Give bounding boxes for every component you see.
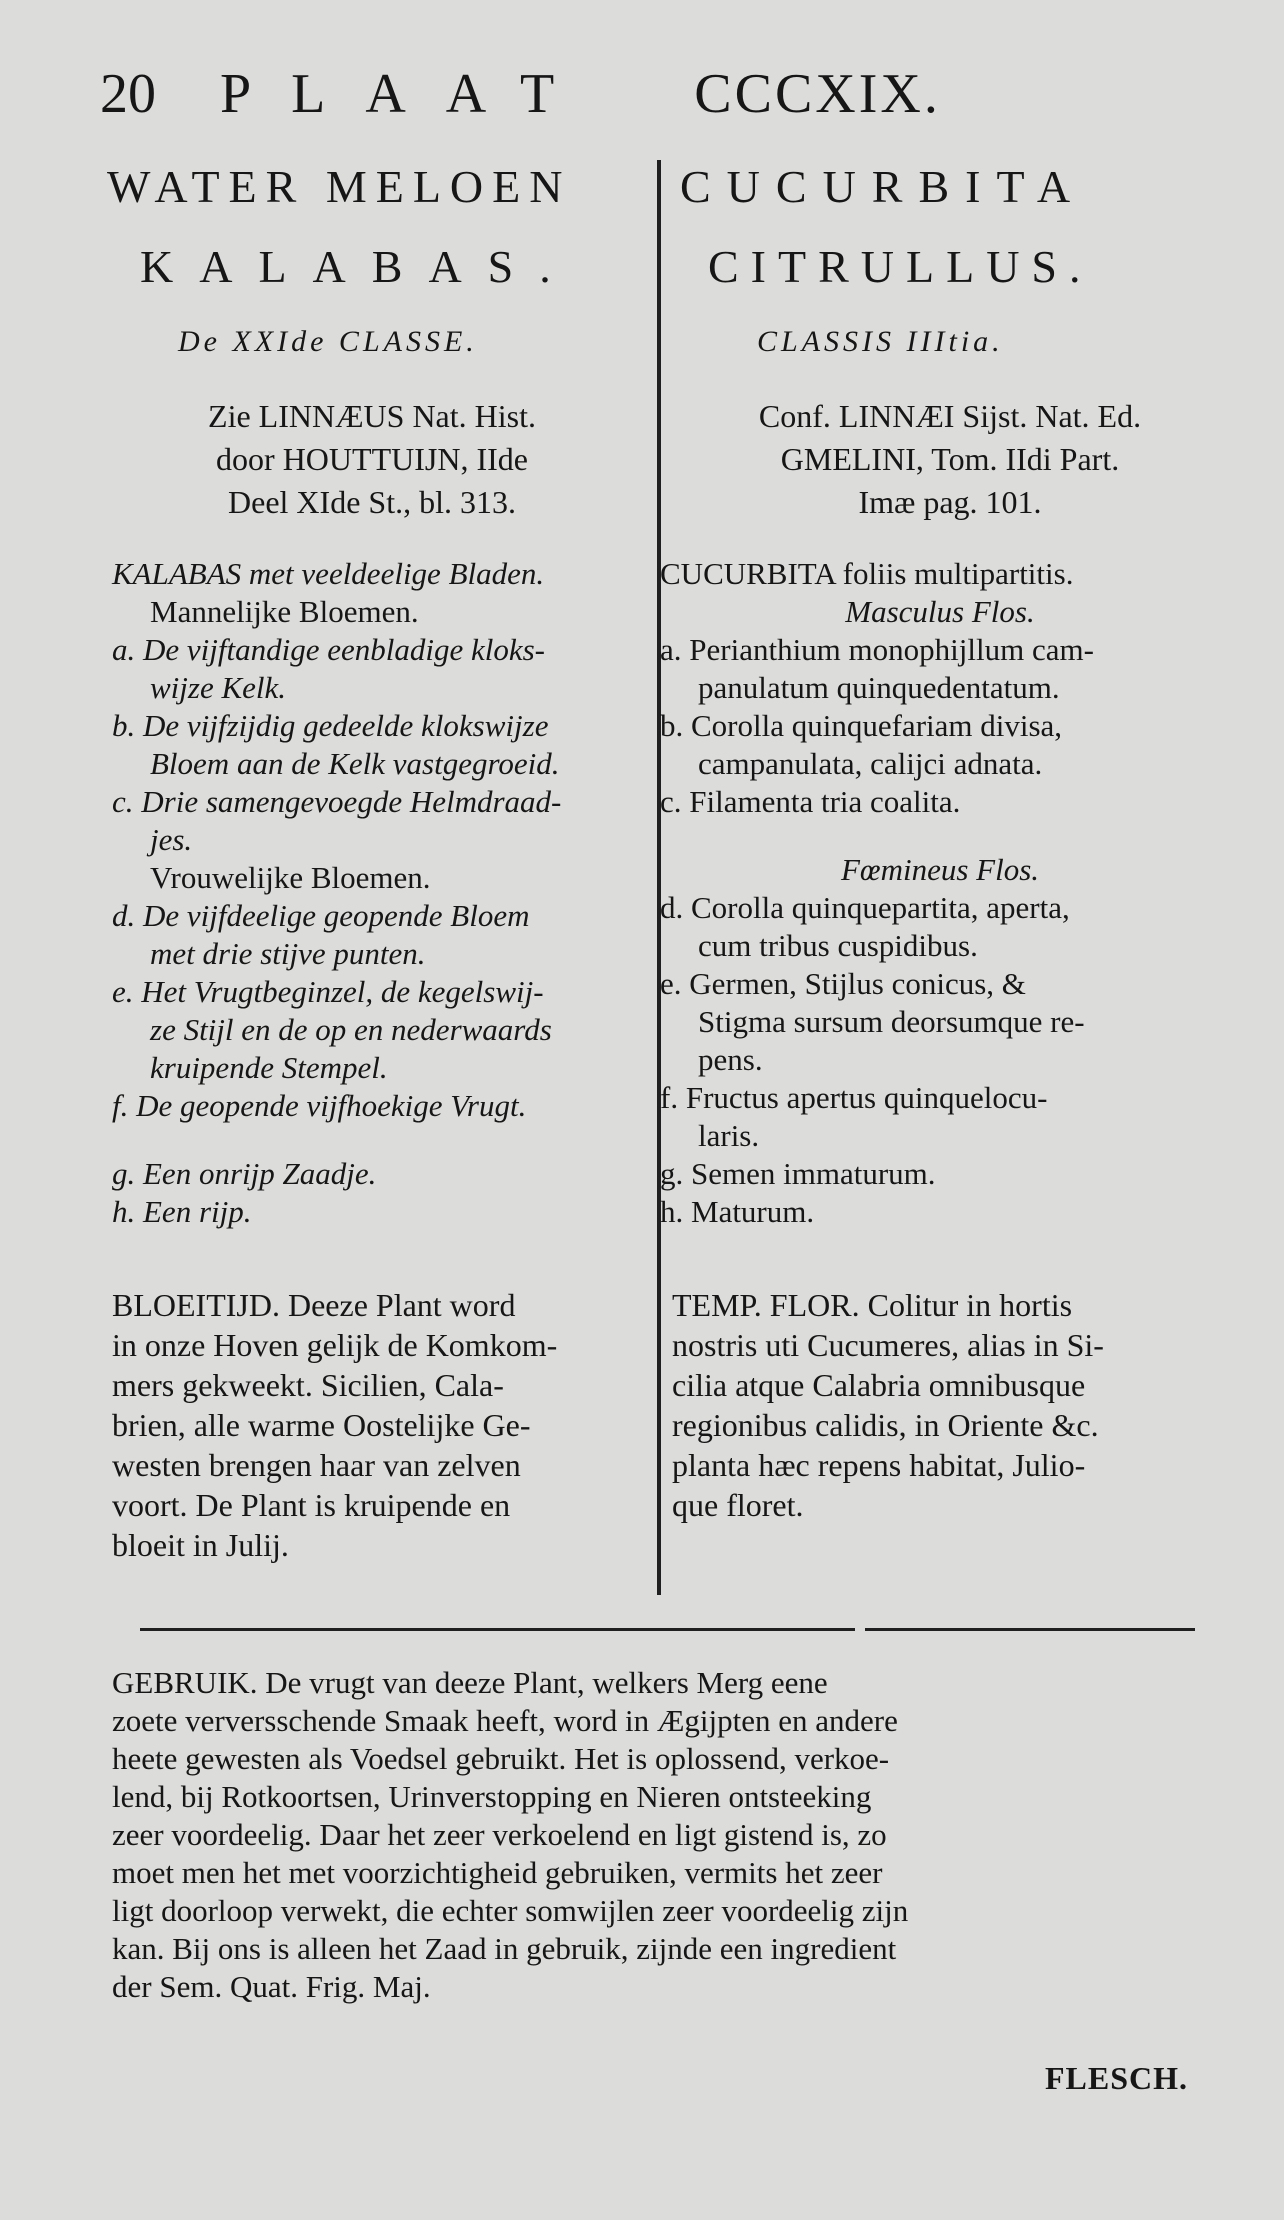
left-list-item: ze Stijl en de op en nederwaards [150, 1012, 552, 1047]
right-list-item [660, 821, 1220, 851]
temp-flor-line: que floret. [672, 1487, 804, 1523]
bloeitijd-line: bloeit in Julij. [112, 1527, 289, 1563]
right-list-item: e. Germen, Stijlus conicus, & [660, 966, 1026, 1001]
left-list-item: Bloem aan de Kelk vastgegroeid. [150, 746, 560, 781]
left-ref-line: Deel XIde St., bl. 313. [228, 484, 516, 520]
page-header [100, 62, 941, 126]
right-title-1: CUCURBITA [680, 161, 1087, 212]
left-list-item: f. De geopende vijfhoekige Vrugt. [112, 1088, 527, 1123]
left-reference [112, 395, 632, 524]
right-list-item: c. Filamenta tria coalita. [660, 784, 961, 819]
left-title-2: KALABAS. [140, 241, 577, 292]
left-list-item: KALABAS met veeldeelige Bladen. [112, 556, 545, 591]
bloeitijd-line: voort. De Plant is kruipende en [112, 1487, 511, 1523]
usage-line: ligt doorloop verwekt, die echter somwijlen zeer voordeelig zijn [112, 1893, 909, 1928]
right-list-item: h. Maturum. [660, 1194, 815, 1229]
page-number: 20 [100, 63, 156, 125]
bloeitijd-line: BLOEITIJD. Deeze Plant word [112, 1287, 516, 1323]
temp-flor-line: nostris uti Cucumeres, alias in Si- [672, 1327, 1104, 1363]
left-list-item: met drie stijve punten. [150, 936, 426, 971]
usage-paragraph [112, 1664, 1212, 2006]
left-ref-line: Zie LINNÆUS Nat. Hist. [208, 398, 536, 434]
bloeitijd-line: brien, alle warme Oostelijke Ge- [112, 1407, 531, 1443]
right-list-item: pens. [698, 1042, 763, 1077]
left-list-item: d. De vijfdeelige geopende Bloem [112, 898, 530, 933]
bloeitijd-line: westen brengen haar van zelven [112, 1447, 521, 1483]
right-class: CLASSIS IIItia. [757, 325, 1004, 358]
right-list-item: campanulata, calijci adnata. [698, 746, 1043, 781]
temp-flor-line: cilia atque Calabria omnibusque [672, 1367, 1086, 1403]
right-title-2: CITRULLUS. [708, 241, 1093, 292]
right-list-item: CUCURBITA foliis multipartitis. [660, 556, 1074, 591]
right-list-item: f. Fructus apertus quinquelocu- [660, 1080, 1048, 1115]
usage-line: kan. Bij ons is alleen het Zaad in gebruik, zijnde een ingredient [112, 1931, 897, 1966]
left-list-item: c. Drie samengevoegde Helmdraad- [112, 784, 562, 819]
left-class: De XXIde CLASSE. [178, 325, 478, 358]
rule-left [140, 1628, 855, 1631]
right-list-item: Stigma sursum deorsumque re- [698, 1004, 1085, 1039]
left-ref-line: door HOUTTUIJN, IIde [216, 441, 528, 477]
right-list-item: g. Semen immaturum. [660, 1156, 936, 1191]
usage-line: heete gewesten als Voedsel gebruikt. Het is oplossend, verkoe- [112, 1741, 890, 1776]
left-list-item: Mannelijke Bloemen. [150, 594, 419, 629]
right-list-item: Fœmineus Flos. [840, 852, 1040, 887]
left-part-list [112, 555, 647, 1231]
usage-line: zeer voordeelig. Daar het zeer verkoelend en ligt gistend is, zo [112, 1817, 887, 1852]
temp-flor-line: TEMP. FLOR. Colitur in hortis [672, 1287, 1073, 1323]
right-list-item: Masculus Flos. [845, 594, 1035, 629]
rule-right [865, 1628, 1195, 1631]
left-list-item: b. De vijfzijdig gedeelde klokswijze [112, 708, 549, 743]
right-list-item: panulatum quinquedentatum. [698, 670, 1060, 705]
left-list-item: a. De vijftandige eenbladige kloks- [112, 632, 546, 667]
left-list-item: h. Een rijp. [112, 1194, 252, 1229]
bloeitijd-line: mers gekweekt. Sicilien, Cala- [112, 1367, 504, 1403]
catchword: FLESCH. [1045, 2060, 1189, 2096]
left-title-1: WATER MELOEN [107, 161, 572, 212]
usage-line: zoete verversschende Smaak heeft, word in Ægijpten en andere [112, 1703, 898, 1738]
usage-line: der Sem. Quat. Frig. Maj. [112, 1969, 431, 2004]
left-list-item: e. Het Vrugtbeginzel, de kegelswij- [112, 974, 544, 1009]
right-list-item: cum tribus cuspidibus. [698, 928, 978, 963]
right-part-list [660, 555, 1220, 1231]
left-list-item: Vrouwelijke Bloemen. [150, 860, 431, 895]
right-ref-line: Conf. LINNÆI Sijst. Nat. Ed. [758, 398, 1142, 434]
right-list-item: d. Corolla quinquepartita, aperta, [660, 890, 1070, 925]
usage-line: moet men het met voorzichtigheid gebruiken, vermits het zeer [112, 1855, 883, 1890]
bloeitijd-line: in onze Hoven gelijk de Komkom- [112, 1327, 558, 1363]
left-list-item [112, 1125, 647, 1155]
temp-flor-line: planta hæc repens habitat, Julio- [672, 1447, 1086, 1483]
left-flowering-note [112, 1285, 557, 1565]
left-list-item: wijze Kelk. [150, 670, 287, 705]
usage-line: GEBRUIK. De vrugt van deeze Plant, welkers Merg eene [112, 1665, 828, 1700]
plate-number: CCCXIX. [694, 63, 941, 125]
right-ref-line: Imæ pag. 101. [858, 484, 1042, 520]
right-reference [680, 395, 1220, 524]
temp-flor-line: regionibus calidis, in Oriente &c. [672, 1407, 1099, 1443]
left-list-item: kruipende Stempel. [150, 1050, 388, 1085]
right-flowering-note [672, 1285, 1104, 1525]
right-list-item: a. Perianthium monophijllum cam- [660, 632, 1094, 667]
usage-line: lend, bij Rotkoortsen, Urinverstopping en Nieren ontsteeking [112, 1779, 872, 1814]
right-list-item: b. Corolla quinquefariam divisa, [660, 708, 1063, 743]
right-list-item: laris. [698, 1118, 760, 1153]
left-list-item: jes. [150, 822, 193, 857]
right-ref-line: GMELINI, Tom. IIdi Part. [780, 441, 1120, 477]
plaat-label: PLAAT [220, 63, 595, 125]
left-list-item: g. Een onrijp Zaadje. [112, 1156, 377, 1191]
